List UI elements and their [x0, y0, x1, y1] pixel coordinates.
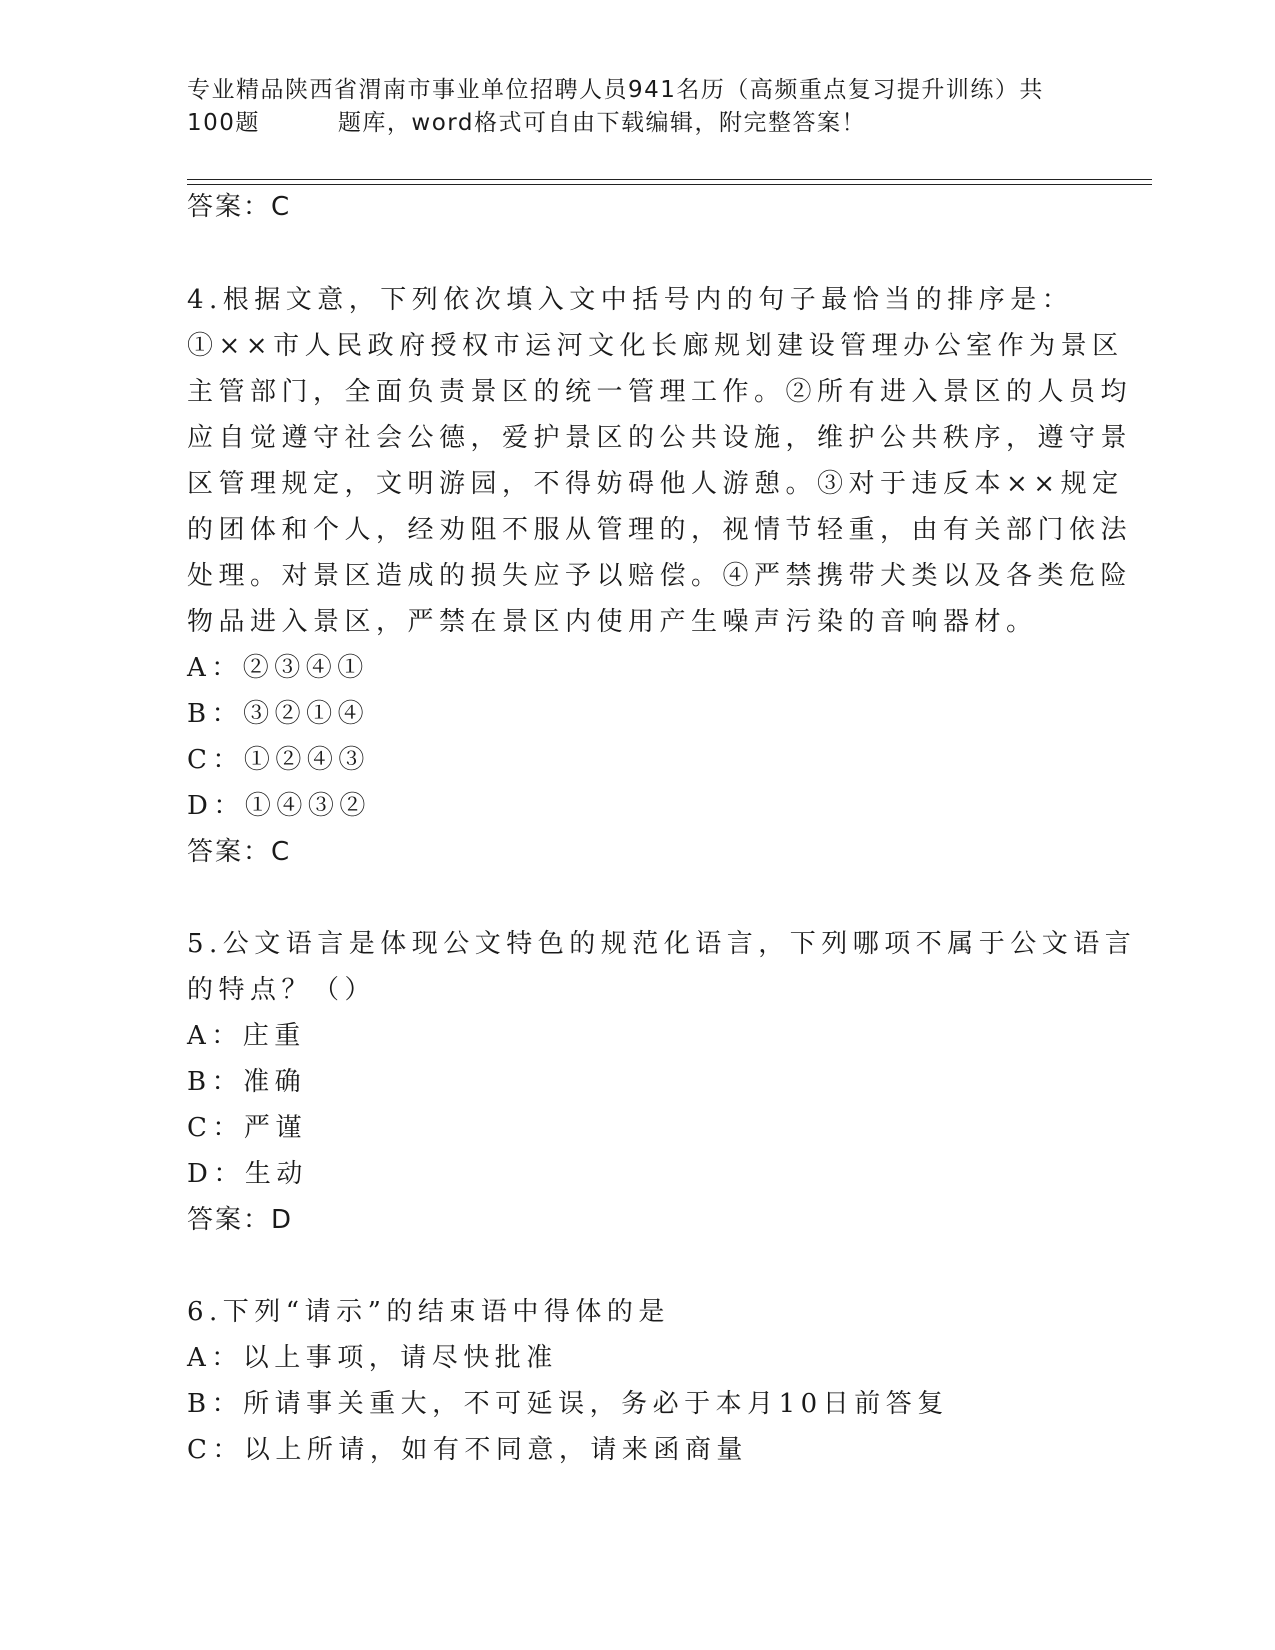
q4-stem-line: 区管理规定，文明游园，不得妨碍他人游憩。③对于违反本××规定 — [187, 469, 1124, 499]
q6-option-a: A：以上事项，请尽快批准 — [187, 1343, 558, 1373]
q4-stem-line: 物品进入景区，严禁在景区内使用产生噪声污染的音响器材。 — [187, 607, 1038, 637]
q6-option-c: C：以上所请，如有不同意，请来函商量 — [187, 1435, 748, 1465]
q5-stem-line: 5.公文语言是体现公文特色的规范化语言，下列哪项不属于公文语言 — [187, 929, 1137, 959]
header-rule-bottom — [187, 184, 1152, 185]
q6-option-b: B：所请事关重大，不可延误，务必于本月10日前答复 — [187, 1389, 949, 1419]
header-line-2-desc: 题库，word格式可自由下载编辑，附完整答案！ — [337, 110, 866, 136]
q5-option-a: A：庄重 — [187, 1021, 306, 1051]
q4-option-b: B：③②①④ — [187, 699, 370, 729]
header-line-2-count: 100题 — [187, 110, 260, 136]
q4-option-d: D：①④③② — [187, 791, 371, 821]
q4-stem-line: 主管部门，全面负责景区的统一管理工作。②所有进入景区的人员均 — [187, 377, 1133, 407]
q5-answer: 答案：D — [187, 1205, 294, 1235]
page-header — [187, 74, 1067, 140]
q4-option-a: A：②③④① — [187, 653, 369, 683]
q6-stem-line: 6.下列“请示”的结束语中得体的是 — [187, 1297, 670, 1327]
header-line-1: 专业精品陕西省渭南市事业单位招聘人员941名历（高频重点复习提升训练）共 — [187, 77, 1044, 103]
header-line-2 — [187, 107, 1067, 140]
q5-option-b: B：准确 — [187, 1067, 307, 1097]
q5-option-d: D：生动 — [187, 1159, 308, 1189]
q5-option-c: C：严谨 — [187, 1113, 307, 1143]
q4-answer: 答案：C — [187, 837, 292, 867]
q4-stem-line: ①××市人民政府授权市运河文化长廊规划建设管理办公室作为景区 — [187, 331, 1124, 361]
q4-option-c: C：①②④③ — [187, 745, 370, 775]
q5-stem-line: 的特点？（） — [187, 975, 377, 1005]
q4-stem-line: 处理。对景区造成的损失应予以赔偿。④严禁携带犬类以及各类危险 — [187, 561, 1133, 591]
header-rule-top — [187, 179, 1152, 180]
q4-stem-line: 4.根据文意，下列依次填入文中括号内的句子最恰当的排序是： — [187, 285, 1074, 315]
q4-stem-line: 的团体和个人，经劝阻不服从管理的，视情节轻重，由有关部门依法 — [187, 515, 1133, 545]
prev-answer: 答案：C — [187, 192, 292, 222]
q4-stem-line: 应自觉遵守社会公德，爱护景区的公共设施，维护公共秩序，遵守景 — [187, 423, 1133, 453]
